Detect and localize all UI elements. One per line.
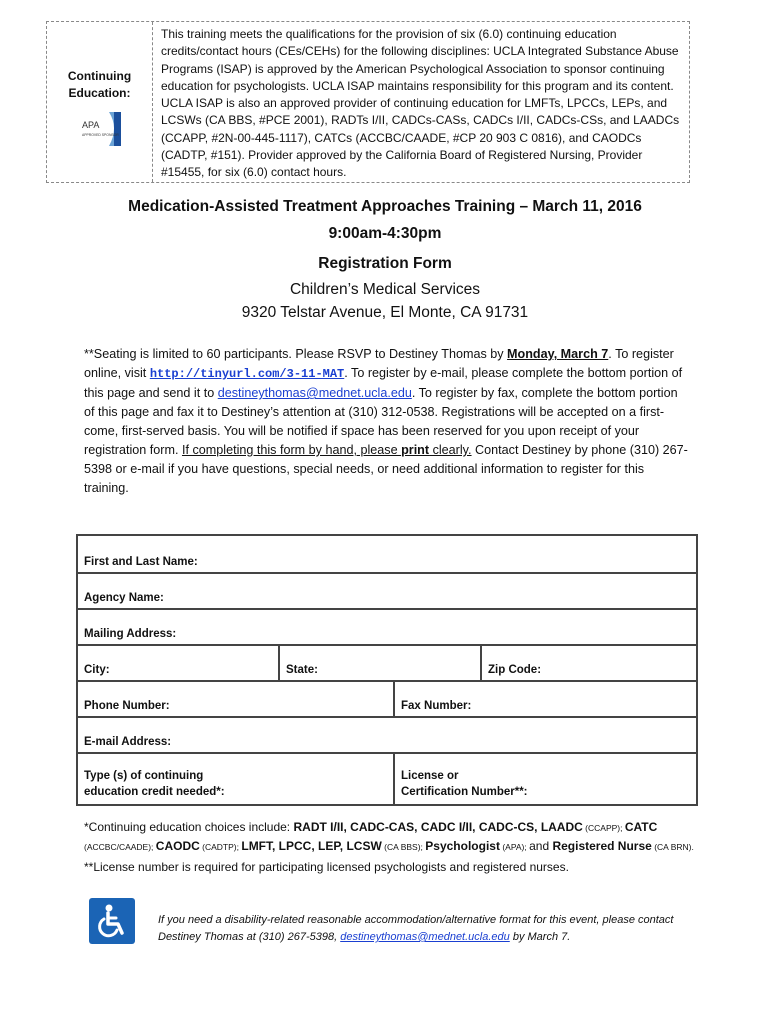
ce-choice-catc-org: (ACCBC/CAADE); — [84, 842, 156, 852]
registration-url-link[interactable]: http://tinyurl.com/3-11-MAT — [149, 367, 345, 381]
agency-label: Agency Name: — [84, 592, 164, 604]
intro-text-3: . To register by e-mail, please complete the bottom portion of this page and send it to — [84, 366, 683, 400]
form-row-city-state-zip — [78, 644, 696, 680]
mailing-address-label: Mailing Address: — [84, 628, 177, 640]
form-row-ce-license — [78, 752, 696, 804]
training-title: Medication-Assisted Treatment Approaches Training – March 11, 2016 — [128, 198, 642, 215]
city-field[interactable] — [78, 646, 278, 680]
ce-choice-bbs-org: (CA BBS); — [381, 842, 426, 852]
ce-choice-caodc-org: (CADTP); — [199, 842, 242, 852]
ce-choice-caodc: CAODC — [155, 839, 200, 853]
form-row-agency — [78, 572, 696, 608]
continuing-education-box — [46, 21, 690, 183]
ce-type-label-line2: education credit needed*: — [84, 786, 225, 798]
license-label — [401, 768, 528, 800]
form-row-email — [78, 716, 696, 752]
agency-field[interactable] — [78, 574, 696, 608]
training-time: 9:00am-4:30pm — [328, 225, 442, 242]
clearly-word: clearly. — [429, 443, 472, 457]
email-label: E-mail Address: — [84, 736, 172, 748]
ce-choice-catc: CATC — [624, 820, 658, 834]
apa-logo-icon — [81, 110, 125, 150]
fax-label: Fax Number: — [401, 700, 472, 712]
accessibility-email-link[interactable]: destineythomas@mednet.ucla.edu — [340, 931, 510, 943]
state-field[interactable] — [278, 646, 480, 680]
continuing-education-label-cell — [47, 22, 153, 182]
name-field[interactable] — [78, 536, 696, 572]
continuing-education-text: This training meets the qualifications for the provision of six (6.0) continuing education credits/contact hours (CEs/CEHs) for the following disciplines: UCLA Integrated Substance Abuse Programs (ISAP) is approved by the American Psychological Association to sponsor continuing education for psychologists. UCLA ISAP maintains responsibility for this program and its content. UCLA ISAP is also an approved provider of continuing education for LMFTs, LPCCs, LEPs, and LCSWs (CA BBS, #PCE 2001), RADTs I/II, CADCs-CASs, CADCs I/II, CADCs-CSs, and LAADCs (CCAPP, #2N-00-445-1117), CATCs (ACCBC/CAADE, #CP 20 903 C 0816), and CAODCs (CADTP, #151). Provider approved by the California Board of Registered Nursing, Provider #15455, for six (6.0) contact hours. — [161, 27, 680, 180]
intro-text-4: . To register by fax, complete the bottom portion of this page and fax it to Destiney’s attention at (310) 312-0538. Registrations will be accepted on a first-come, first-served basis. You will be notified if space has been reserved for you upon receipt of your registration form. — [84, 386, 678, 457]
wheelchair-icon-svg — [89, 898, 135, 944]
intro-paragraph — [84, 345, 689, 498]
rsvp-deadline: Monday, March 7 — [507, 347, 609, 361]
license-field[interactable] — [393, 754, 696, 804]
ce-choice-ccapp: RADT I/II, CADC-CAS, CADC I/II, CADC-CS, LAADC — [293, 820, 583, 834]
intro-text-5: Contact Destiney by phone (310) 267-5398 or e-mail if you have questions, special needs, or need additional information to register for this training. — [84, 443, 688, 495]
registration-email-link[interactable]: destineythomas@mednet.ucla.edu — [217, 386, 412, 400]
wheelchair-icon — [89, 898, 135, 944]
ce-choice-ccapp-org: (CCAPP); — [582, 823, 625, 833]
zip-label: Zip Code: — [488, 664, 542, 676]
accessibility-text-1: If you need a disability-related reasonable accommodation/alternative format for this event, please contact Destiney Thomas at (310) 267-5398, — [158, 914, 674, 943]
ce-choices-and: and — [529, 839, 553, 853]
city-label: City: — [84, 664, 110, 676]
ce-choices-intro: *Continuing education choices include: — [84, 820, 294, 834]
ce-type-label — [84, 768, 225, 800]
organization-name: Children’s Medical Services — [289, 281, 481, 298]
zip-field[interactable] — [480, 646, 696, 680]
apa-logo-text: APA — [82, 120, 100, 130]
license-note: **License number is required for participating licensed psychologists and registered nurses. — [84, 860, 569, 874]
state-label: State: — [286, 664, 318, 676]
phone-label: Phone Number: — [84, 700, 170, 712]
ce-type-field[interactable] — [78, 754, 393, 804]
ce-choice-psychologist-org: (APA); — [499, 842, 530, 852]
organization-address: 9320 Telstar Avenue, El Monte, CA 91731 — [241, 304, 529, 321]
name-label: First and Last Name: — [84, 556, 198, 568]
intro-text-2: . To register online, visit — [84, 347, 674, 380]
license-label-line2: Certification Number**: — [401, 786, 528, 798]
form-row-phone-fax — [78, 680, 696, 716]
continuing-education-label: Continuing Education: — [67, 69, 132, 100]
intro-text-1: **Seating is limited to 60 participants. Please RSVP to Destiney Thomas by — [84, 347, 508, 361]
hand-note-text: If completing this form by hand, please — [181, 443, 402, 457]
ce-type-label-line1: Type (s) of continuing — [84, 770, 204, 782]
hand-note — [182, 443, 472, 457]
form-row-mailing — [78, 608, 696, 644]
apa-logo-subtext: APPROVED SPONSOR — [82, 133, 119, 137]
form-row-name — [78, 536, 696, 572]
form-title: Registration Form — [318, 255, 452, 272]
ce-choices-note — [84, 818, 694, 856]
license-label-line1: License or — [401, 770, 459, 782]
ce-choice-psychologist: Psychologist — [425, 839, 500, 853]
accessibility-note — [158, 912, 678, 946]
accessibility-text-2: by March 7. — [509, 931, 571, 943]
registration-form-table — [76, 534, 698, 806]
ce-choice-bbs: LMFT, LPCC, LEP, LCSW — [241, 839, 382, 853]
ce-choice-nurse: Registered Nurse — [552, 839, 652, 853]
phone-field[interactable] — [78, 682, 393, 716]
mailing-address-field[interactable] — [78, 610, 696, 644]
fax-field[interactable] — [393, 682, 696, 716]
print-word: print — [401, 443, 430, 457]
ce-choice-nurse-org: (CA BRN). — [651, 842, 694, 852]
email-field[interactable] — [78, 718, 696, 752]
